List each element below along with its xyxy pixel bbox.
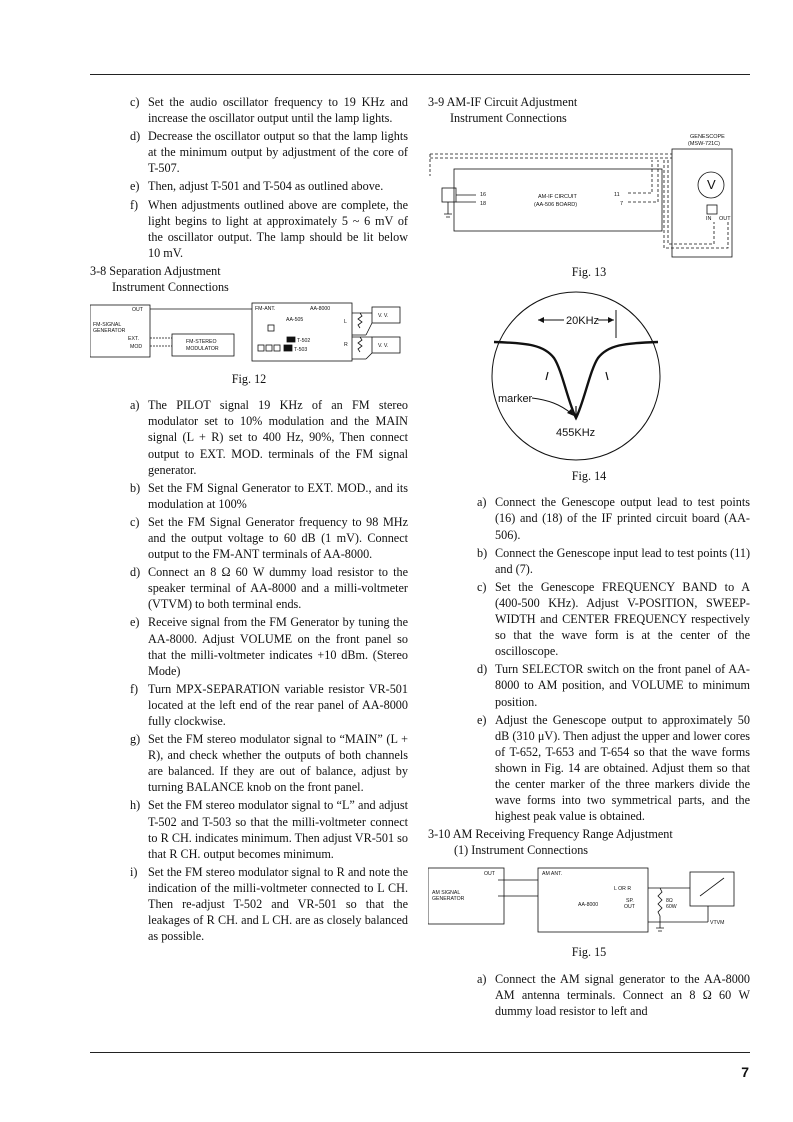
list-item — [428, 494, 750, 542]
list-item — [90, 480, 408, 512]
fig13-cable-top — [430, 154, 672, 158]
list-item-label: g) — [130, 732, 141, 747]
list-item-label: f) — [130, 681, 139, 696]
fig14-freq-label: 455KHz — [556, 427, 596, 440]
fig-14-diagram — [428, 290, 750, 466]
list-item-text: Turn MPX-SEPARATION variable resistor VR-501 located at the left end of the rear panel of AA-8000 fully clockwise. — [148, 681, 408, 728]
list-item — [428, 661, 750, 709]
fig15-am-signal-label: AM SIGNAL — [432, 890, 461, 897]
list-item-label: c) — [130, 514, 140, 529]
fig12-aa8000-label: AA-8000 — [310, 306, 331, 313]
list-item-label: h) — [130, 798, 141, 813]
fig12-t503-core — [284, 345, 292, 351]
list-item-label: e) — [130, 179, 140, 194]
fig14-marker-arrow — [532, 398, 572, 414]
fig14-span-arrowhead-right — [608, 317, 614, 323]
fig12-aa505-label: AA-505 — [286, 317, 304, 324]
fig-15 — [428, 866, 750, 960]
fig15-lorr-label: L OR R — [614, 886, 632, 893]
fig15-sp-label: SP. — [626, 898, 634, 905]
fig13-v-label: V — [707, 177, 716, 193]
list-item-label: d) — [130, 565, 141, 580]
fig-15-diagram — [428, 866, 750, 938]
page-number: 7 — [741, 1064, 749, 1080]
genescope-box — [672, 149, 732, 257]
fig15-vtvm-label: VTVM — [710, 920, 725, 927]
fig13-in-label: IN — [706, 216, 712, 223]
list-item — [90, 614, 408, 678]
list-item-text: When adjustments outlined above are complete, the light begins to light at approximately 5 ~ 6 mV of the oscillator output. The lamp should be lit below 10 mV. — [148, 197, 408, 260]
list-item-text: Connect the Genescope input lead to test points (11) and (7). — [495, 545, 750, 576]
fig12-vv-r-label: V. V. — [378, 343, 389, 350]
fig12-r-label: R — [344, 342, 348, 349]
list-item-label: b) — [477, 545, 488, 560]
list-item-text: Set the FM Signal Generator frequency to 98 MHz and the output voltage to 60 dB (1 mV). Connect output to the FM-ANT terminals of AA-8000. — [148, 514, 408, 562]
fig12-out-label: OUT — [132, 307, 143, 314]
list-item — [90, 864, 408, 944]
list-item-label: a) — [477, 495, 487, 510]
list-item-label: c) — [130, 95, 140, 109]
fig-13 — [428, 130, 750, 280]
fig-13-caption: Fig. 13 — [571, 265, 607, 280]
list-item-label: d) — [477, 662, 488, 677]
bottom-rule — [90, 1052, 750, 1053]
list-item-text: Turn SELECTOR switch on the front panel of AA-8000 to AM position, and VOLUME to minimum position. — [495, 662, 750, 709]
fig-12 — [90, 301, 408, 387]
fig13-input-leads — [444, 195, 476, 217]
list-item — [90, 178, 408, 194]
fig14-span-arrowhead-left — [538, 317, 544, 323]
list-item-text: Then, adjust T-501 and T-504 as outlined above. — [148, 179, 384, 194]
list-item — [428, 712, 750, 825]
section-3-9-subtitle: Instrument Connections — [450, 111, 567, 126]
fig15-spout-label: OUT — [624, 904, 635, 911]
right-items-mid — [428, 494, 750, 824]
am-if-circuit-box — [454, 169, 662, 231]
list-item-label: d) — [130, 129, 141, 144]
fig14-span-arrow-right — [598, 310, 616, 338]
fig-12-caption: Fig. 12 — [231, 372, 267, 387]
fig12-fm-signal-label: FM-SIGNAL — [93, 322, 122, 329]
list-item-text: Decrease the oscillator output so that the lamp lights at the minimum output by adjustment of the core of T-507. — [148, 129, 408, 176]
list-item — [90, 797, 408, 861]
section-3-8-title: 3-8 Separation Adjustment — [90, 263, 221, 278]
fig13-board-label: (AA-506 BOARD) — [534, 202, 578, 209]
top-rule — [90, 74, 750, 75]
list-item-text: Connect the AM signal generator to the AA-8000 AM antenna terminals. Connect an 8 Ω 60 W dummy load resistor to left and — [495, 971, 750, 1018]
fig-14 — [428, 290, 750, 484]
fig15-meter-needle — [700, 878, 724, 896]
fig14-marker-right — [606, 372, 608, 380]
fig13-model-label: (MSW-721C) — [688, 141, 720, 148]
fig12-pot-1 — [258, 345, 264, 351]
fig-14-caption: Fig. 14 — [571, 469, 607, 484]
fig13-output-leads — [628, 160, 658, 202]
section-3-9-title: 3-9 AM-IF Circuit Adjustment — [428, 95, 578, 109]
list-item-text: Set the FM Signal Generator to EXT. MOD., and its modulation at 100% — [148, 480, 408, 511]
fig15-out-label: OUT — [484, 871, 495, 878]
fig12-generator-label: GENERATOR — [93, 328, 126, 335]
fig13-out-label: OUT — [719, 216, 731, 223]
right-column — [428, 94, 750, 1021]
section-3-8-subtitle: Instrument Connections — [112, 280, 229, 295]
section-3-10-title: 3-10 AM Receiving Frequency Range Adjustment — [428, 827, 673, 842]
fig15-meter-leads — [676, 888, 708, 922]
fig12-t502-core — [287, 337, 295, 342]
list-item-label: c) — [477, 579, 487, 594]
fig15-generator-label: GENERATOR — [432, 896, 465, 903]
fig12-ext-label: EXT. — [128, 336, 139, 343]
fig13-scope-leads — [664, 160, 728, 248]
fig-15-caption: Fig. 15 — [571, 945, 607, 960]
fig14-marker-left — [546, 372, 548, 380]
list-item — [428, 971, 750, 1019]
list-item-text: Connect the Genescope output lead to test points (16) and (18) of the IF printed circuit board (AA-506). — [495, 495, 750, 542]
list-item — [90, 731, 408, 795]
list-item-label: e) — [130, 615, 140, 630]
fig15-watt-label: 60W — [666, 904, 677, 911]
list-item — [90, 197, 408, 261]
list-item-text: Connect an 8 Ω 60 W dummy load resistor to the speaker terminal of AA-8000 and a milli-voltmeter (VTVM) to both terminal ends. — [148, 565, 408, 612]
fm-stereo-modulator-box — [172, 334, 234, 356]
fig12-mod-link — [150, 338, 172, 346]
left-items-top — [90, 94, 408, 261]
list-item — [428, 579, 750, 659]
genescope-knob — [707, 205, 717, 214]
list-item — [428, 545, 750, 577]
fig15-ohm-label: 8Ω — [666, 898, 673, 905]
list-item — [90, 681, 408, 729]
fig14-span-label: 20KHz — [566, 315, 600, 328]
list-item-text: Set the FM stereo modulator signal to R and note the indication of the milli-voltmeter connected to L CH. Then re-adjust T-502 and VR-501 so that the leakages of R CH. and L CH. are as closely balanced as possible. — [148, 864, 408, 944]
fig13-genescope-label: GENESCOPE — [690, 134, 725, 141]
list-item-text: Set the audio oscillator frequency to 19 KHz and increase the oscillator output until the lamp lights. — [148, 95, 408, 126]
fig12-modulator-label: MODULATOR — [186, 346, 219, 353]
fig13-p7-label: 7 — [620, 201, 624, 208]
fig12-switch — [268, 325, 274, 331]
section-3-10-subtitle: (1) Instrument Connections — [454, 843, 589, 858]
list-item-text: The PILOT signal 19 KHz of an FM stereo modulator set to 10% modulation and the MAIN signal (L + R) set to 400 Hz, 90%, Then connect output to EXT. MOD. terminals of the FM signal generator. — [148, 398, 408, 477]
list-item-label: a) — [130, 398, 140, 413]
right-items-end — [428, 971, 750, 1019]
list-item — [90, 514, 408, 562]
fig12-t502-label: T-502 — [297, 338, 311, 345]
fig12-fm-ant-label: FM-ANT. — [255, 306, 276, 313]
list-item-text: Set the FM stereo modulator signal to “MAIN” (L + R), and check whether the outputs of both channels are balanced. If they are out of balance, adjust by turning BALANCE knob on the front panel. — [148, 732, 408, 795]
fig15-aa8000-label: AA-8000 — [578, 902, 599, 909]
fig-13-diagram — [428, 130, 750, 262]
list-item-label: e) — [477, 712, 487, 727]
fig15-dummy-load — [648, 888, 708, 931]
list-item-label: b) — [130, 480, 141, 495]
fig14-marker-label: marker — [498, 393, 533, 406]
list-item-text: Set the FM stereo modulator signal to “L” and adjust T-502 and T-503 so that the milli-voltmeter connect to R CH. indicates minimum. Then adjust VR-501 so that R CH. output becomes minimum. — [148, 798, 408, 861]
fig12-dummy-loads — [352, 313, 366, 359]
fig12-vv-l-label: V. V. — [378, 313, 389, 320]
list-item-text: Receive signal from the FM Generator by tuning the AA-8000. Adjust VOLUME on the front panel so that the milli-voltmeter indicates +10 dBm. (Stereo Mode) — [148, 615, 408, 678]
fig13-p16-label: 16 — [480, 192, 487, 199]
list-item-text: Set the Genescope FREQUENCY BAND to A (400-500 KHz). Adjust V-POSITION, SWEEP-WIDTH and CENTER FREQUENCY respectively so that the wave form is at the center of the oscilloscope. — [495, 579, 750, 659]
fig12-fm-stereo-label: FM-STEREO — [186, 339, 217, 346]
fig15-am-ant-label: AM ANT. — [542, 871, 563, 878]
list-item-text: Adjust the Genescope output to approximately 50 dB (310 μV). Then adjust the upper and lower cores of T-652, T-653 and T-654 so that the wave forms shown in Fig. 14 are obtained. Adjust them so that the center marker of the three markers divide the wave forms into two symmetrical parts, and the highest peak value is obtained. — [495, 712, 750, 824]
fig12-mod-label: MOD — [130, 344, 143, 351]
fig12-pot-3 — [274, 345, 280, 351]
list-item — [90, 564, 408, 612]
fig12-t503-label: T-503 — [294, 347, 308, 354]
fig13-p18-label: 18 — [480, 201, 487, 208]
list-item-label: f) — [130, 197, 139, 212]
fig12-l-label: L — [344, 319, 347, 326]
list-item — [90, 128, 408, 176]
fig-12-diagram — [90, 301, 408, 365]
fig13-circuit-label: AM-IF CIRCUIT — [538, 194, 577, 201]
list-item-label: a) — [477, 971, 487, 986]
fig15-vtvm-meter — [690, 872, 734, 906]
list-item-label: i) — [130, 864, 138, 879]
left-items-bottom — [90, 397, 408, 944]
fig12-meter-leads — [366, 313, 372, 359]
fig12-pot-2 — [266, 345, 272, 351]
list-item — [90, 94, 408, 126]
list-item — [90, 397, 408, 477]
fig13-p11-label: 11 — [614, 192, 620, 199]
left-column — [90, 94, 408, 946]
